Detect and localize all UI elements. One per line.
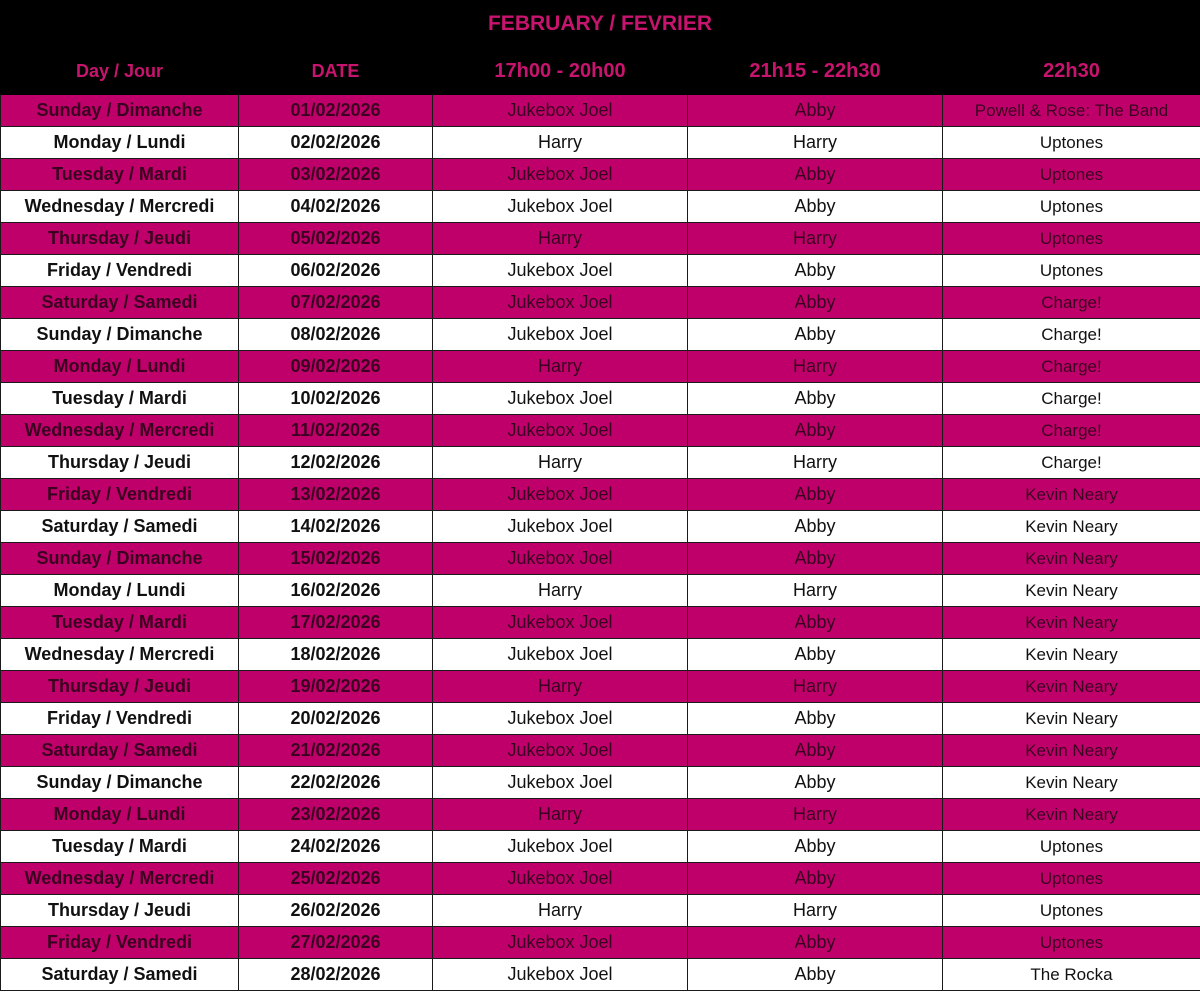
date-cell: 18/02/2026 [239,639,433,671]
slot-2-cell: Abby [688,703,943,735]
date-cell: 09/02/2026 [239,351,433,383]
table-row [1,959,1200,991]
slot-2-cell: Harry [688,223,943,255]
slot-3-cell: Uptones [943,159,1200,191]
slot-1-cell: Jukebox Joel [433,703,688,735]
slot-2-cell: Abby [688,383,943,415]
date-cell: 20/02/2026 [239,703,433,735]
slot-3-cell: Uptones [943,831,1200,863]
slot-1-cell: Jukebox Joel [433,191,688,223]
table-row [1,255,1200,287]
day-cell: Tuesday / Mardi [1,383,239,415]
table-row [1,159,1200,191]
date-cell: 13/02/2026 [239,479,433,511]
date-cell: 28/02/2026 [239,959,433,991]
slot-3-cell: Uptones [943,927,1200,959]
slot-2-cell: Harry [688,351,943,383]
date-cell: 08/02/2026 [239,319,433,351]
table-row [1,383,1200,415]
day-cell: Saturday / Samedi [1,511,239,543]
slot-2-cell: Harry [688,895,943,927]
date-cell: 05/02/2026 [239,223,433,255]
date-cell: 23/02/2026 [239,799,433,831]
day-cell: Tuesday / Mardi [1,159,239,191]
slot-3-cell: Kevin Neary [943,671,1200,703]
day-cell: Wednesday / Mercredi [1,639,239,671]
day-cell: Monday / Lundi [1,575,239,607]
header-slot-3: 22h30 [943,49,1200,95]
day-cell: Saturday / Samedi [1,959,239,991]
date-cell: 02/02/2026 [239,127,433,159]
date-cell: 25/02/2026 [239,863,433,895]
slot-1-cell: Harry [433,223,688,255]
table-row [1,895,1200,927]
slot-3-cell: Kevin Neary [943,767,1200,799]
day-cell: Saturday / Samedi [1,287,239,319]
slot-1-cell: Jukebox Joel [433,607,688,639]
slot-2-cell: Abby [688,639,943,671]
table-row [1,831,1200,863]
slot-3-cell: Kevin Neary [943,543,1200,575]
slot-2-cell: Abby [688,255,943,287]
slot-3-cell: Kevin Neary [943,479,1200,511]
table-row [1,319,1200,351]
table-row [1,575,1200,607]
day-cell: Thursday / Jeudi [1,671,239,703]
slot-2-cell: Harry [688,447,943,479]
date-cell: 03/02/2026 [239,159,433,191]
date-cell: 11/02/2026 [239,415,433,447]
table-row [1,927,1200,959]
slot-2-cell: Abby [688,767,943,799]
slot-2-cell: Abby [688,959,943,991]
slot-2-cell: Abby [688,607,943,639]
table-row [1,127,1200,159]
slot-2-cell: Abby [688,927,943,959]
slot-3-cell: The Rocka [943,959,1200,991]
date-cell: 01/02/2026 [239,95,433,127]
slot-3-cell: Uptones [943,863,1200,895]
slot-3-cell: Kevin Neary [943,575,1200,607]
table-row [1,287,1200,319]
date-cell: 22/02/2026 [239,767,433,799]
slot-2-cell: Abby [688,319,943,351]
slot-3-cell: Charge! [943,287,1200,319]
date-cell: 06/02/2026 [239,255,433,287]
table-row [1,543,1200,575]
table-row [1,95,1200,127]
date-cell: 07/02/2026 [239,287,433,319]
slot-3-cell: Uptones [943,895,1200,927]
slot-2-cell: Abby [688,415,943,447]
slot-2-cell: Abby [688,479,943,511]
table-row [1,703,1200,735]
date-cell: 17/02/2026 [239,607,433,639]
day-cell: Thursday / Jeudi [1,223,239,255]
table-row [1,351,1200,383]
header-date: DATE [239,49,433,95]
slot-1-cell: Jukebox Joel [433,95,688,127]
day-cell: Monday / Lundi [1,351,239,383]
slot-2-cell: Abby [688,159,943,191]
header-slot-2: 21h15 - 22h30 [688,49,943,95]
slot-1-cell: Harry [433,127,688,159]
day-cell: Sunday / Dimanche [1,319,239,351]
table-row [1,767,1200,799]
day-cell: Sunday / Dimanche [1,95,239,127]
table-row [1,223,1200,255]
slot-1-cell: Jukebox Joel [433,767,688,799]
slot-1-cell: Jukebox Joel [433,319,688,351]
slot-1-cell: Jukebox Joel [433,511,688,543]
slot-2-cell: Harry [688,671,943,703]
slot-2-cell: Abby [688,191,943,223]
slot-3-cell: Kevin Neary [943,735,1200,767]
date-cell: 24/02/2026 [239,831,433,863]
table-header [1,49,1200,95]
slot-3-cell: Powell & Rose: The Band [943,95,1200,127]
day-cell: Sunday / Dimanche [1,767,239,799]
day-cell: Friday / Vendredi [1,703,239,735]
table-row [1,639,1200,671]
schedule-table [0,48,1200,991]
day-cell: Monday / Lundi [1,799,239,831]
date-cell: 21/02/2026 [239,735,433,767]
slot-1-cell: Jukebox Joel [433,543,688,575]
slot-1-cell: Jukebox Joel [433,479,688,511]
table-row [1,447,1200,479]
slot-1-cell: Jukebox Joel [433,959,688,991]
slot-2-cell: Abby [688,543,943,575]
month-title: FEBRUARY / FEVRIER [0,0,1200,48]
slot-2-cell: Abby [688,863,943,895]
table-row [1,415,1200,447]
table-row [1,191,1200,223]
table-row [1,479,1200,511]
slot-1-cell: Jukebox Joel [433,639,688,671]
header-day: Day / Jour [1,49,239,95]
table-row [1,735,1200,767]
table-body [1,95,1200,991]
day-cell: Tuesday / Mardi [1,831,239,863]
date-cell: 15/02/2026 [239,543,433,575]
slot-1-cell: Jukebox Joel [433,927,688,959]
date-cell: 19/02/2026 [239,671,433,703]
day-cell: Thursday / Jeudi [1,447,239,479]
slot-1-cell: Jukebox Joel [433,415,688,447]
slot-3-cell: Charge! [943,351,1200,383]
slot-3-cell: Uptones [943,223,1200,255]
day-cell: Thursday / Jeudi [1,895,239,927]
slot-3-cell: Kevin Neary [943,511,1200,543]
slot-2-cell: Abby [688,735,943,767]
slot-1-cell: Jukebox Joel [433,831,688,863]
slot-2-cell: Harry [688,799,943,831]
table-row [1,671,1200,703]
table-row [1,607,1200,639]
slot-3-cell: Kevin Neary [943,703,1200,735]
day-cell: Sunday / Dimanche [1,543,239,575]
slot-3-cell: Charge! [943,319,1200,351]
table-row [1,511,1200,543]
date-cell: 16/02/2026 [239,575,433,607]
slot-3-cell: Kevin Neary [943,639,1200,671]
slot-2-cell: Abby [688,95,943,127]
day-cell: Friday / Vendredi [1,927,239,959]
slot-2-cell: Abby [688,287,943,319]
table-row [1,863,1200,895]
slot-1-cell: Harry [433,447,688,479]
slot-3-cell: Charge! [943,415,1200,447]
slot-1-cell: Harry [433,351,688,383]
header-row [1,49,1200,95]
day-cell: Wednesday / Mercredi [1,863,239,895]
slot-1-cell: Jukebox Joel [433,255,688,287]
slot-1-cell: Harry [433,671,688,703]
date-cell: 04/02/2026 [239,191,433,223]
slot-1-cell: Jukebox Joel [433,863,688,895]
slot-1-cell: Jukebox Joel [433,735,688,767]
header-slot-1: 17h00 - 20h00 [433,49,688,95]
date-cell: 10/02/2026 [239,383,433,415]
slot-2-cell: Abby [688,511,943,543]
slot-1-cell: Harry [433,799,688,831]
slot-1-cell: Harry [433,575,688,607]
date-cell: 27/02/2026 [239,927,433,959]
slot-3-cell: Charge! [943,447,1200,479]
day-cell: Saturday / Samedi [1,735,239,767]
day-cell: Friday / Vendredi [1,479,239,511]
day-cell: Monday / Lundi [1,127,239,159]
slot-3-cell: Uptones [943,127,1200,159]
date-cell: 12/02/2026 [239,447,433,479]
slot-3-cell: Uptones [943,255,1200,287]
day-cell: Wednesday / Mercredi [1,415,239,447]
slot-3-cell: Charge! [943,383,1200,415]
slot-1-cell: Jukebox Joel [433,159,688,191]
slot-2-cell: Harry [688,127,943,159]
slot-1-cell: Jukebox Joel [433,287,688,319]
slot-3-cell: Uptones [943,191,1200,223]
table-row [1,799,1200,831]
day-cell: Tuesday / Mardi [1,607,239,639]
day-cell: Wednesday / Mercredi [1,191,239,223]
day-cell: Friday / Vendredi [1,255,239,287]
slot-3-cell: Kevin Neary [943,799,1200,831]
date-cell: 26/02/2026 [239,895,433,927]
slot-1-cell: Jukebox Joel [433,383,688,415]
slot-3-cell: Kevin Neary [943,607,1200,639]
slot-1-cell: Harry [433,895,688,927]
slot-2-cell: Abby [688,831,943,863]
date-cell: 14/02/2026 [239,511,433,543]
slot-2-cell: Harry [688,575,943,607]
